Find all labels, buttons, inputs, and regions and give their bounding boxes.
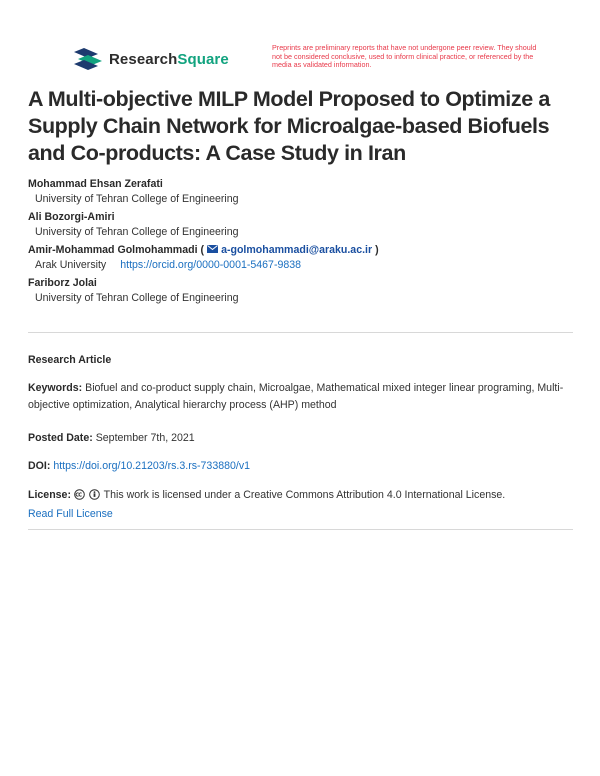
attribution-icon <box>89 489 100 506</box>
keywords <box>28 380 573 414</box>
divider <box>28 332 573 333</box>
posted-date-value: September 7th, 2021 <box>95 432 195 444</box>
logo-word-research: Research <box>109 50 178 68</box>
author-affiliation: Arak University <box>35 259 107 271</box>
header <box>0 0 600 80</box>
doi <box>28 458 573 475</box>
author-entry <box>28 276 576 306</box>
author-affiliation: University of Tehran College of Engineering <box>35 193 239 205</box>
doi-label: DOI: <box>28 460 51 472</box>
paper-title: A Multi-objective MILP Model Proposed to Optimize a Supply Chain Network for Microalgae-based Biofuels and Co-products: A Case Study in Iran <box>28 87 550 165</box>
creative-commons-icon <box>74 489 85 506</box>
license-text: This work is licensed under a Creative Commons Attribution 4.0 International License. <box>103 489 506 501</box>
keywords-label: Keywords: <box>28 382 83 394</box>
author-affiliation: University of Tehran College of Engineering <box>35 292 239 304</box>
divider <box>28 529 573 530</box>
author-name[interactable]: Ali Bozorgi-Amiri <box>28 211 115 223</box>
research-square-logo[interactable] <box>74 48 229 70</box>
author-email-link[interactable]: a-golmohammadi@araku.ac.ir <box>221 244 373 256</box>
author-entry <box>28 210 576 240</box>
author-entry <box>28 177 576 207</box>
preprint-notice: Preprints are preliminary reports that have not undergone peer review. They should not be considered conclusive, used to inform clinical practice, or referenced by the media as validated information. <box>272 43 537 70</box>
logo-word-square: Square <box>177 50 229 68</box>
author-name[interactable]: Fariborz Jolai <box>28 277 97 289</box>
paren-close: ) <box>375 244 379 256</box>
orcid-link[interactable]: https://orcid.org/0000-0001-5467-9838 <box>120 259 302 271</box>
author-name-row <box>28 243 576 258</box>
author-list <box>28 177 576 309</box>
license-label: License: <box>28 489 71 501</box>
author-entry <box>28 243 576 273</box>
author-affiliation: University of Tehran College of Engineering <box>35 226 239 238</box>
posted-date-label: Posted Date: <box>28 432 93 444</box>
paren-open: ( <box>200 244 205 256</box>
logo-text <box>109 51 229 68</box>
license <box>28 487 573 523</box>
keywords-text: Biofuel and co-product supply chain, Microalgae, Mathematical mixed integer linear programing, Multi-objective optimization, Analytical hierarchy process (AHP) method <box>28 382 564 411</box>
research-square-logo-icon <box>74 48 102 70</box>
author-affiliation-row <box>28 258 576 273</box>
posted-date <box>28 430 573 447</box>
envelope-icon <box>207 243 218 258</box>
author-name[interactable]: Amir-Mohammad Golmohammadi <box>28 244 198 256</box>
read-full-license-link[interactable]: Read Full License <box>28 508 113 520</box>
doi-link[interactable]: https://doi.org/10.21203/rs.3.rs-733880/v1 <box>53 460 251 472</box>
author-name[interactable]: Mohammad Ehsan Zerafati <box>28 178 163 190</box>
article-type: Research Article <box>28 354 112 366</box>
